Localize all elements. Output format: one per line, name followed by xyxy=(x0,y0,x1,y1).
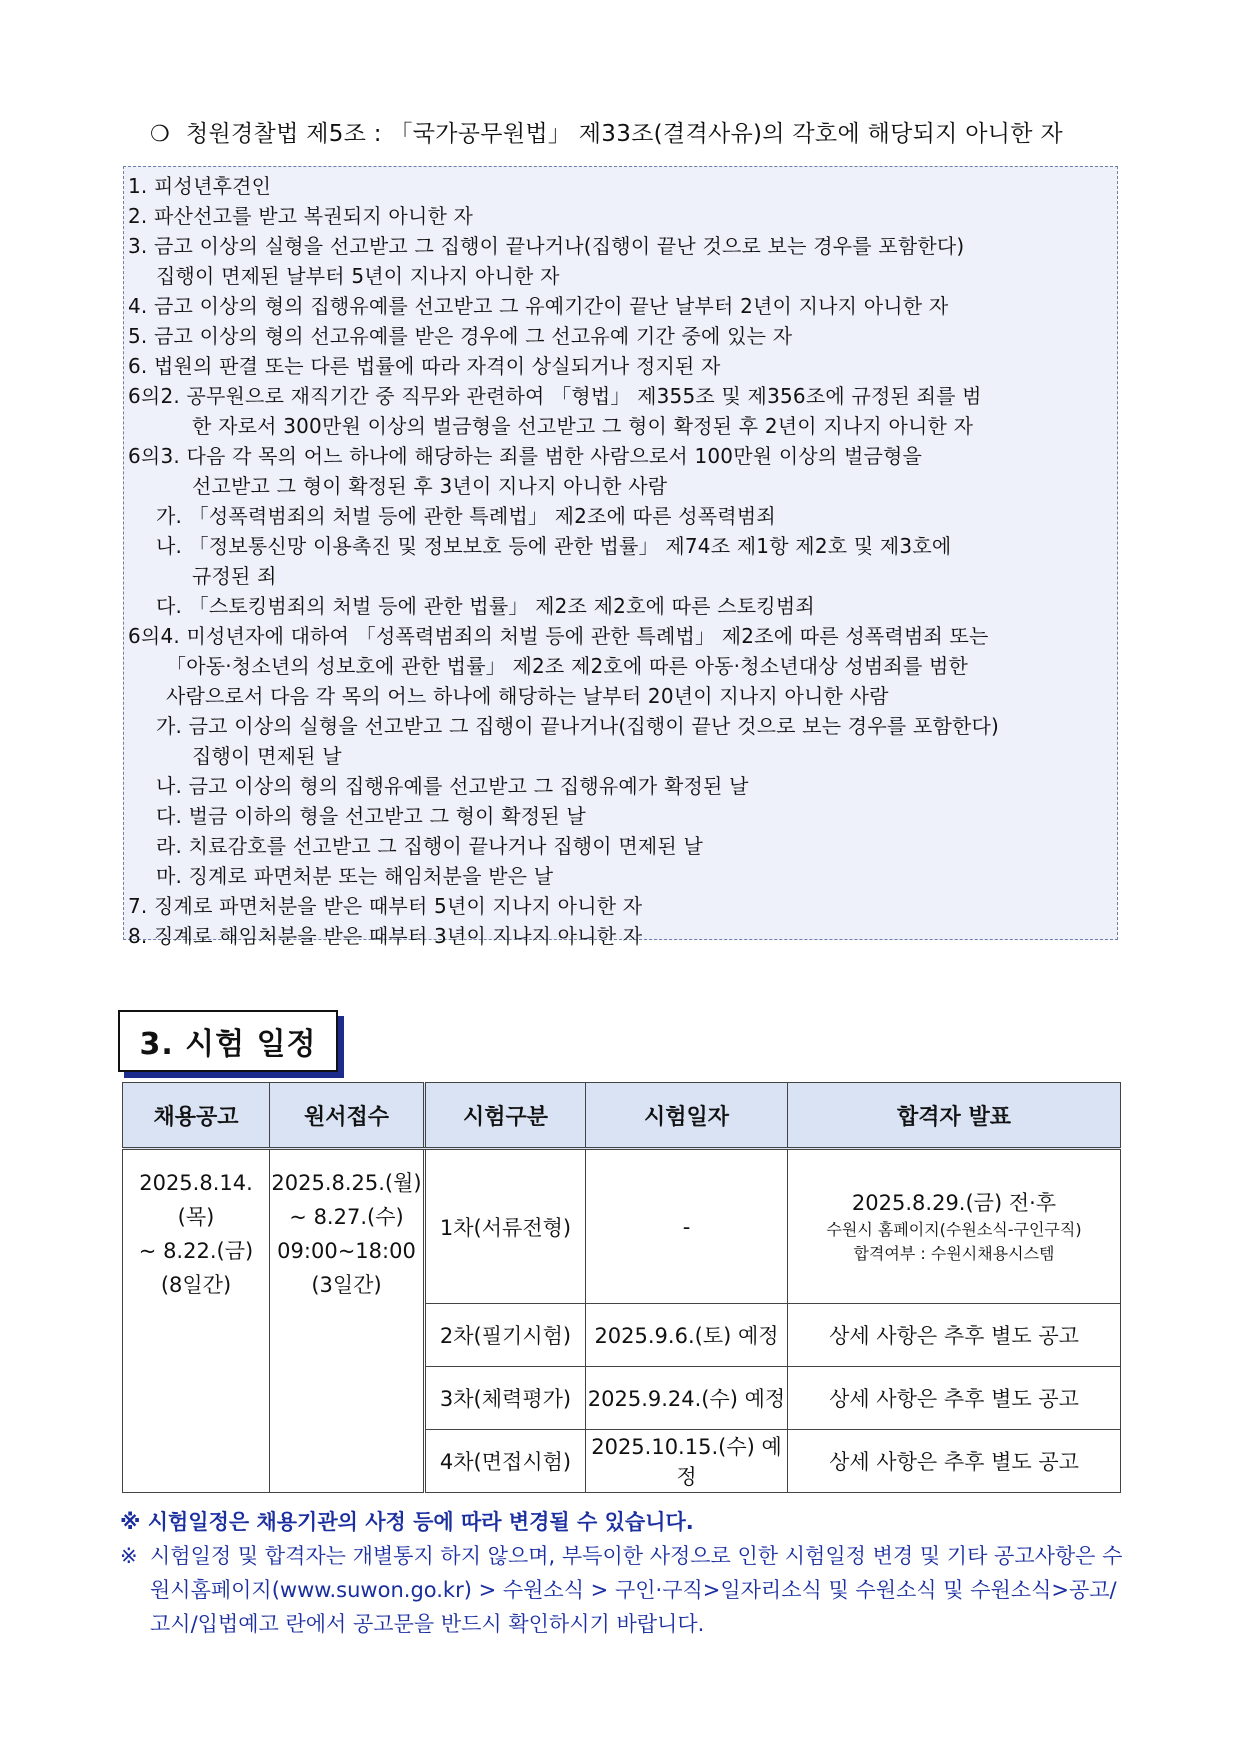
disqualification-item: 한 자로서 300만원 이상의 벌금형을 선고받고 그 형이 확정된 후 2년이 지나지 아니한 자 xyxy=(192,414,974,438)
header-stage: 시험구분 xyxy=(425,1083,586,1149)
header-date: 시험일자 xyxy=(586,1083,788,1149)
disqualification-item: 가. 금고 이상의 실형을 선고받고 그 집행이 끝나거나(집행이 끝난 것으로 보는 경우를 포함한다) xyxy=(156,714,1000,738)
note-1: ※ 시험일정은 채용기관의 사정 등에 따라 변경될 수 있습니다. xyxy=(120,1510,694,1534)
disqualification-item: 5. 금고 이상의 형의 선고유예를 받은 경우에 그 선고유예 기간 중에 있는 자 xyxy=(128,324,793,348)
note-2: ※ 시험일정 및 합격자는 개별통지 하지 않으며, 부득이한 사정으로 인한 시험일정 변경 및 기타 공고사항은 수원시홈페이지(www.suwon.go.kr) > 수원소식 > 구인·구직>일자리소식 및 수원소식 및 수원소식>공고/고시/입법예고 란에서 공고문을 반드시 확인하시기 바랍니다. xyxy=(120,1539,1125,1641)
disqualification-item: 사람으로서 다음 각 목의 어느 하나에 해당하는 날부터 20년이 지나지 아니한 사람 xyxy=(166,684,889,708)
disqualification-item: 규정된 죄 xyxy=(192,564,277,588)
disqualification-item: 나. 금고 이상의 형의 집행유예를 선고받고 그 집행유예가 확정된 날 xyxy=(156,774,749,798)
stage-result: 상세 사항은 추후 별도 공고 xyxy=(788,1304,1121,1367)
disqualification-item: 4. 금고 이상의 형의 집행유예를 선고받고 그 유예기간이 끝난 날부터 2년이 지나지 아니한 자 xyxy=(128,294,949,318)
disqualification-item: 라. 치료감호를 선고받고 그 집행이 끝나거나 집행이 면제된 날 xyxy=(156,834,704,858)
stage-name: 1차(서류전형) xyxy=(425,1149,586,1304)
disqualification-item: 선고받고 그 형이 확정된 후 3년이 지나지 아니한 사람 xyxy=(192,474,668,498)
disqualification-item: 6의4. 미성년자에 대하여 「성폭력범죄의 처벌 등에 관한 특례법」 제2조에 따른 성폭력범죄 또는 xyxy=(128,624,989,648)
disqualification-item: 다. 「스토킹범죄의 처벌 등에 관한 법률」 제2조 제2호에 따른 스토킹범죄 xyxy=(156,594,815,618)
disqualification-item: 6의3. 다음 각 목의 어느 하나에 해당하는 죄를 범한 사람으로서 100만원 이상의 벌금형을 xyxy=(128,444,923,468)
header-application: 원서접수 xyxy=(270,1083,425,1149)
disqualification-item: 「아동·청소년의 성보호에 관한 법률」 제2조 제2호에 따른 아동·청소년대상 성범죄를 범한 xyxy=(166,654,969,678)
disqualification-item: 집행이 면제된 날 xyxy=(192,744,342,768)
disqualification-item: 나. 「정보통신망 이용촉진 및 정보보호 등에 관한 법률」 제74조 제1항 제2호 및 제3호에 xyxy=(156,534,952,558)
stage-date: 2025.9.24.(수) 예정 xyxy=(586,1367,788,1430)
disqualification-item: 6의2. 공무원으로 재직기간 중 직무와 관련하여 「형법」 제355조 및 제356조에 규정된 죄를 범 xyxy=(128,384,982,408)
disqualification-item: 6. 법원의 판결 또는 다른 법률에 따라 자격이 상실되거나 정지된 자 xyxy=(128,354,721,378)
intro-line xyxy=(150,115,1130,148)
header-announcement: 채용공고 xyxy=(123,1083,270,1149)
disqualification-item: 3. 금고 이상의 실형을 선고받고 그 집행이 끝나거나(집행이 끝난 것으로 보는 경우를 포함한다) xyxy=(128,234,965,258)
stage-date: - xyxy=(586,1149,788,1304)
table-row xyxy=(123,1149,1121,1304)
notes xyxy=(120,1505,1125,1641)
disqualification-item: 8. 징계로 해임처분을 받은 때부터 3년이 지나지 아니한 자 xyxy=(128,924,643,948)
schedule-table xyxy=(122,1082,1121,1493)
stage-result: 상세 사항은 추후 별도 공고 xyxy=(788,1367,1121,1430)
reference-mark-icon: ※ xyxy=(120,1544,138,1568)
stage-result: 상세 사항은 추후 별도 공고 xyxy=(788,1430,1121,1493)
disqualification-list xyxy=(123,166,1118,948)
stage-name: 3차(체력평가) xyxy=(425,1367,586,1430)
disqualification-item: 가. 「성폭력범죄의 처벌 등에 관한 특례법」 제2조에 따른 성폭력범죄 xyxy=(156,504,776,528)
disqualification-item: 마. 징계로 파면처분 또는 해임처분을 받은 날 xyxy=(156,864,554,888)
circle-bullet-icon: ❍ xyxy=(150,122,171,147)
disqualification-item: 1. 피성년후견인 xyxy=(128,174,272,198)
announcement-period: 2025.8.14.(목) ~ 8.22.(금) (8일간) xyxy=(123,1149,270,1493)
disqualification-item: 2. 파산선고를 받고 복권되지 아니한 자 xyxy=(128,204,474,228)
header-result: 합격자 발표 xyxy=(788,1083,1121,1149)
application-period: 2025.8.25.(월) ~ 8.27.(수) 09:00~18:00 (3일간) xyxy=(270,1149,425,1493)
table-header-row xyxy=(123,1083,1121,1149)
intro-text: 청원경찰법 제5조 : 「국가공무원법」 제33조(결격사유)의 각호에 해당되지 아니한 자 xyxy=(186,121,1063,147)
section-heading: 3. 시험 일정 xyxy=(118,1010,338,1072)
disqualification-item: 집행이 면제된 날부터 5년이 지나지 아니한 자 xyxy=(156,264,560,288)
reference-mark-icon: ※ xyxy=(120,1510,141,1534)
stage-name: 4차(면접시험) xyxy=(425,1430,586,1493)
stage-result: 2025.8.29.(금) 전·후 수원시 홈페이지(수원소식-구인구직) 합격여부 : 수원시채용시스템 xyxy=(788,1149,1121,1304)
stage-date: 2025.9.6.(토) 예정 xyxy=(586,1304,788,1367)
stage-name: 2차(필기시험) xyxy=(425,1304,586,1367)
disqualification-item: 7. 징계로 파면처분을 받은 때부터 5년이 지나지 아니한 자 xyxy=(128,894,643,918)
stage-date: 2025.10.15.(수) 예정 xyxy=(586,1430,788,1493)
disqualification-item: 다. 벌금 이하의 형을 선고받고 그 형이 확정된 날 xyxy=(156,804,586,828)
